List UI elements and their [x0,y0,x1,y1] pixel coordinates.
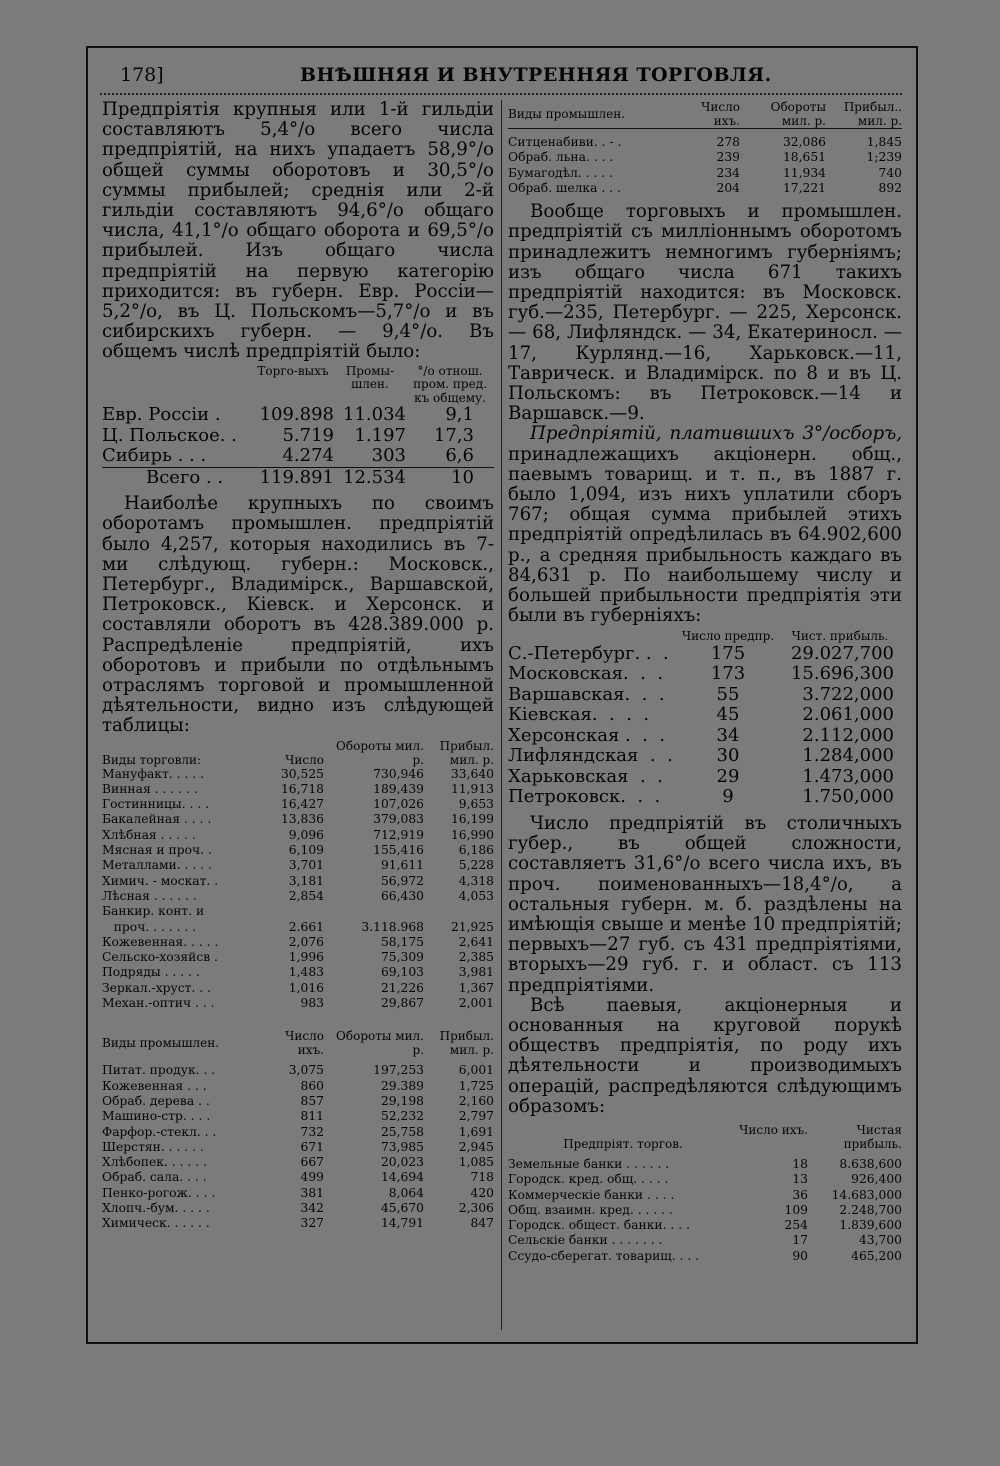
table-row [102,1094,494,1109]
row-label: Лѣсная . . . . . . [102,888,197,903]
cell: 860 [300,1078,324,1093]
cell: 4,318 [458,873,494,888]
table-row [102,950,494,965]
row-label: С.-Петербург. . . [508,642,669,664]
cell: 55 [716,683,740,705]
cell: 52,232 [380,1109,424,1124]
cell: 107,026 [373,797,424,812]
header-cell: Обороты мил. р. [336,738,424,767]
row-label: Обраб. сала. . . . [102,1170,207,1185]
cell: 730,946 [373,766,424,781]
header-cell: Чистая прибыль. [843,1123,902,1151]
guild-table [102,365,494,489]
cell: 11,913 [450,781,494,796]
row-label: Механ.-оптич . . . [102,996,215,1011]
cell: 234 [716,165,740,180]
row-label: Хлѣбопек. . . . . . [102,1155,207,1170]
cell: 3,981 [458,965,494,980]
cell: 173 [710,663,746,685]
cell: 13 [792,1172,808,1187]
cell: 667 [300,1155,324,1170]
table-row [508,1172,902,1187]
header-cell: Число [285,752,324,767]
cell: 43,700 [858,1233,902,1248]
row-label: Хлѣбная . . . . . [102,827,196,842]
row-label: Евр. Россіи . [102,404,221,426]
cell: 1,483 [288,965,324,980]
row-label: Городск. кред. общ. . . . . [508,1172,669,1187]
cell: 6,001 [458,1063,494,1078]
cell: 14,791 [380,1216,424,1231]
cell: 278 [716,135,740,149]
cell: 109 [784,1202,808,1217]
cell: 1,016 [288,980,324,995]
cell: 2,001 [458,996,494,1011]
cell: 69,103 [380,965,424,980]
table-row [508,135,902,150]
cell: 2,945 [458,1139,494,1154]
cell: 1,085 [458,1155,494,1170]
cell: 36 [792,1187,808,1202]
cell: 8,064 [388,1185,424,1200]
cell: 811 [300,1109,324,1124]
paragraph: Предпріятія крупныя или 1-й гильдіи составляютъ 5,4°/о всего числа предпріятій, на нихъ упадаетъ 58,9°/о общей суммы оборотовъ и 30,5°/о суммы прибылей; среднія или 2-й гильдіи составляютъ 94,6°/о общаго числа, 41,1°/о общаго оборота и 69,5°/о прибылей. Изъ общаго числа предпріятій на первую категорію приходится: въ губерн. Евр. Россіи—5,2°/о, въ Ц. Польскомъ—5,7°/о и въ сибирскихъ губерн. — 9,4°/о. Въ общемъ числѣ предпріятій было: [102,99,494,363]
cell: 5.719 [282,424,334,446]
table-row [102,843,494,858]
cell: 30 [716,745,740,767]
cell: 671 [300,1139,324,1154]
row-label: Кожевенная. . . . . [102,934,219,949]
row-label: Металлами. . . . . [102,858,212,873]
header-cell: Число предпр. [681,629,775,644]
header-cell: Число ихъ. [285,1029,324,1058]
cell: 3,075 [288,1063,324,1078]
table-row [102,1170,494,1185]
header-cell: Виды промышлен. [508,107,626,121]
row-label: Бумагодѣл. . . . . [508,165,613,180]
row-label: Обраб. шелка . . . [508,180,621,195]
table-row [102,996,494,1011]
cell: 17,221 [782,180,826,195]
cell: 204 [716,180,740,195]
cell: 718 [470,1170,494,1185]
table-row [102,1201,494,1216]
cell: 2,854 [288,888,324,903]
cell: 13,836 [280,812,324,827]
cell: 58,175 [380,934,424,949]
row-label: Питат. продук. . . [102,1063,216,1078]
row-label: Ссудо-сберегат. товарищ. . . . [508,1248,700,1263]
paragraph: Число предпріятій въ столичныхъ губер., въ общей сложности, составляетъ 31,6°/о всего числа ихъ, въ проч. поименованныхъ—18,4°/о, а остальныя губерн. м. б. раздѣлены на имѣющія свыше и менѣе 10 предпріятій; первыхъ—27 губ. съ 431 предпріятіями, вторыхъ—29 губ. г. и област. съ 113 предпріятіями. [508,812,902,996]
cell: 16,718 [280,781,324,796]
row-label: Хлопч.-бум. . . . . [102,1201,210,1215]
paragraph: Наиболѣе крупныхъ по своимъ оборотамъ промышлен. предпріятій было 4,257, которыя находились въ 7-ми слѣдующ. губерн.: Московск., Петербург., Владимірск., Варшавской, Петроковск., Кіевск. и Херсонск. и составляли оборотъ въ 428.389.000 р. Распредѣленіе предпріятій, ихъ оборотовъ и прибыли по отдѣльнымъ отраслямъ торговой и промышленной дѣятельности, видно изъ слѣдующей таблицы: [102,493,494,737]
row-label: Городск. общест. банки. . . . [508,1218,690,1233]
cell: 10 [406,467,494,488]
header-cell: Обороты мил. р. [770,100,826,128]
table-row [102,446,494,467]
cell: 254 [784,1218,808,1233]
header-cell: Торго-выхъ [257,363,329,378]
cell: 3,701 [288,858,324,873]
row-label: Сибирь . . . [102,445,207,467]
row-label: Пенко-рогож. . . . [102,1185,216,1200]
header-cell [102,365,252,406]
header-cell: Число ихъ. [739,1123,808,1137]
cell: 1,725 [458,1078,494,1093]
row-label: Всего . . [102,467,252,488]
cell: 2,385 [458,950,494,965]
cell: 379,083 [373,812,424,827]
cell: 2.061,000 [802,704,894,726]
cell [424,904,494,919]
total-row [102,467,494,488]
cell: 14.683,000 [831,1187,902,1202]
province-table [508,630,902,808]
table-row [102,858,494,873]
table-row [508,746,902,767]
cell: 1,691 [458,1124,494,1139]
table-row [508,166,902,181]
cell: 90 [792,1248,808,1263]
row-label: Московская. . . [508,663,664,685]
running-title: ВНѢШНЯЯ И ВНУТРЕННЯЯ ТОРГОВЛЯ. [300,64,772,86]
table-row [508,1188,902,1203]
cell: 926,400 [851,1172,902,1187]
right-column [508,100,902,1264]
row-label: Химическ. . . . . . [102,1216,210,1231]
cell: 33,640 [450,766,494,781]
cell: 712,919 [373,827,424,842]
cell: 56,972 [380,873,424,888]
cell: 21,925 [450,919,494,934]
industry-table [102,1029,494,1231]
row-label: Винная . . . . . . [102,781,198,796]
row-label: Харьковская . . [508,765,663,787]
table-row [102,1063,494,1078]
table-row [508,705,902,726]
cell: 2,797 [458,1109,494,1124]
header-cell: Прибыл. мил. р. [439,738,494,767]
table-row [508,1249,902,1264]
cell: 15.696,300 [790,663,894,685]
cell: 18,651 [782,150,826,165]
row-label: проч. . . . . . . [102,919,197,934]
table-row [508,1233,902,1248]
cell: 1;239 [866,150,902,165]
row-label: Сельскіе банки . . . . . . . [508,1233,663,1248]
table-row [508,767,902,788]
table-row [102,1109,494,1124]
row-label: Кіевская. . . . [508,704,650,726]
table-row [102,1079,494,1094]
cell: 17,3 [433,424,474,446]
cell: 73,985 [380,1139,424,1154]
paragraph: Всѣ паевыя, акціонерныя и основанныя на круговой порукѣ обществъ предпріятія, по роду ихъ дѣятельности и производимыхъ операцій, распредѣляются слѣдующимъ образомъ: [508,994,902,1117]
cell: 9,653 [458,797,494,812]
table-row [102,797,494,812]
cell: 327 [300,1216,324,1231]
cell: 2.661 [288,919,324,934]
table-row [102,1125,494,1140]
cell: 17 [792,1233,808,1248]
cell: 29,198 [380,1093,424,1108]
cell: 3.118.968 [361,919,424,934]
cell: 239 [716,150,740,165]
cell: 29.027,700 [790,642,894,664]
header-rule [100,93,902,95]
cell: 189,439 [373,781,424,796]
table-row [508,787,902,808]
cell: 155,416 [373,843,424,858]
cell: 20,023 [380,1155,424,1170]
societies-table [508,1123,902,1264]
table-row [102,405,494,426]
cell: 25,758 [380,1124,424,1139]
table-row [508,1157,902,1172]
cell: 11,934 [782,165,826,180]
table-row [102,889,494,904]
cell: 847 [470,1216,494,1231]
paragraph: Вообще торговыхъ и промышлен. предпріятій съ милліоннымъ оборотомъ принадлежитъ немногимъ губерніямъ; изъ общаго числа 671 такихъ предпріятій находится: въ Московск. губ.—235, Петербург. — 225, Херсонск. — 68, Лифляндск. — 34, Екатериносл. — 17, Курлянд.—16, Харьковск.—11, Таврическ. и Владимірск. по 8 и въ Ц. Польскомъ: въ Петроковск.—14 и Варшавск.—9. [508,201,902,425]
cell: 45,670 [380,1201,424,1215]
header-cell: Предпріят. торгов. [563,1137,683,1151]
row-label: Мануфакт. . . . . [102,766,204,781]
table-row [102,812,494,827]
table-row [508,181,902,196]
table-row [102,1216,494,1231]
row-label: Сельско-хозяйсв . [102,950,218,965]
cell: 1,367 [458,980,494,995]
italic-lead: Предпріятій, платившихъ 3°/осборъ, [530,423,902,445]
table-row [102,426,494,447]
cell [262,904,324,919]
cell: 6,109 [288,843,324,858]
cell: 499 [300,1170,324,1185]
cell: 381 [300,1185,324,1200]
cell: 119.891 [252,467,334,488]
table-row [102,1186,494,1201]
row-label: Обраб. дерева . . [102,1093,210,1108]
cell: 2,160 [458,1093,494,1108]
row-label: Кожевенная . . . [102,1078,207,1093]
cell: 2.248,700 [839,1202,902,1217]
cell: 16,990 [450,827,494,842]
cell: 14,694 [380,1170,424,1185]
row-label: Шерстян. . . . . . [102,1139,204,1154]
table-row [102,965,494,980]
table-row [102,1140,494,1155]
cell: 983 [300,996,324,1011]
cell: 29.389 [380,1078,424,1093]
cell: 8.638,600 [839,1157,902,1171]
row-label: Фарфор.-стекл. . . [102,1124,217,1139]
row-label: Бакалейная . . . . [102,812,212,827]
cell: 4,053 [458,888,494,903]
table-row [102,767,494,782]
cell: 4.274 [282,445,334,467]
cell: 21,226 [380,980,424,995]
page-number: 178] [120,64,164,86]
cell: 16,427 [280,797,324,812]
header-cell: Чист. прибыль. [791,629,889,644]
row-label: Банкир. конт. и [102,904,205,919]
row-label: Ц. Польское. . [102,424,237,446]
cell: 1.750,000 [802,786,894,808]
cell: 303 [371,445,406,467]
cell: 9 [722,786,734,808]
cell: 91,611 [380,858,424,873]
header-cell: Виды промышлен. [102,1036,220,1051]
row-label: Земельные банки . . . . . . [508,1157,670,1171]
header-cell: Прибыл.. мил. р. [843,100,902,128]
cell: 3,181 [288,873,324,888]
row-label: Ситценабиви. . - . [508,135,622,149]
row-label: Мясная и проч. . [102,843,212,858]
cell: 66,430 [380,888,424,903]
table-row [508,664,902,685]
table-row [102,981,494,996]
header-cell [508,630,678,644]
cell: 9,1 [445,404,474,426]
cell: 29,867 [380,996,424,1011]
cell: 175 [710,642,746,664]
cell: 2,076 [288,934,324,949]
row-label: Подряды . . . . . [102,965,200,980]
row-label: Общ. взаимн. кред. . . . . . [508,1202,673,1217]
cell: 30,525 [280,766,324,781]
row-label: Петроковск. . . [508,786,661,808]
left-column [102,100,494,1232]
cell: 9,096 [288,827,324,842]
row-label: Машино-стр. . . . [102,1109,211,1124]
cell: 1.473,000 [802,765,894,787]
cell: 1,996 [288,950,324,965]
table-row [102,935,494,950]
row-label: Зеркал.-хруст. . . [102,980,211,995]
cell: 740 [878,165,902,180]
cell [324,904,424,919]
cell: 1.839,600 [839,1218,902,1233]
cell: 342 [300,1201,324,1215]
row-label: Обраб. льна. . . . [508,150,614,165]
row-label: Херсонская . . . [508,724,666,746]
cell: 1,845 [866,135,902,149]
header-cell: Обороты мил. р. [336,1029,424,1058]
header-cell: Число ихъ. [701,100,740,128]
table-row [102,828,494,843]
table-row [508,150,902,165]
row-label: Лифляндская . . [508,745,673,767]
trade-rows [102,767,494,1012]
table-row [508,1218,902,1233]
row-label: Химич. - москат. . [102,873,219,888]
header-cell: Виды торговли: [102,752,202,767]
cell: 45 [716,704,740,726]
cell: 2,641 [458,934,494,949]
cell: 892 [878,180,902,195]
cell: 465,200 [851,1248,902,1263]
cell: 12.534 [334,467,406,488]
cell: 5,228 [458,858,494,873]
table-row [508,685,902,706]
cell: 420 [470,1185,494,1200]
cell: 2.112,000 [802,724,894,746]
cell: 18 [792,1157,808,1171]
industry-table-continued [508,100,902,196]
cell: 75,309 [380,950,424,965]
cell: 857 [300,1093,324,1108]
cell: 1.197 [354,424,406,446]
table-row [102,782,494,797]
row-label: Коммерческіе банки . . . . [508,1187,675,1202]
table-row [102,904,494,919]
paragraph: принадлежащихъ акціонерн. общ., паевымъ товарищ. и т. п., въ 1887 г. было 1,094, изъ нихъ уплатили сборъ 767; общая сумма прибылей этихъ предпріятій опредѣлилась въ 64.902,600 р., а средняя прибыльность каждаго въ 84,631 р. По наибольшему числу и большей прибыльности предпріятія эти были въ губерніяхъ: [508,443,902,627]
cell: 29 [716,765,740,787]
cell: 32,086 [782,135,826,149]
cell: 6,6 [445,445,474,467]
cell: 732 [300,1124,324,1139]
cell: 6,186 [458,843,494,858]
table-row [102,920,494,935]
table-row [102,1155,494,1170]
cell: 1.284,000 [802,745,894,767]
cell: 11.034 [343,404,406,426]
cell: 34 [716,724,740,746]
table-row [508,726,902,747]
cell: 2,306 [458,1201,494,1215]
table-row [508,644,902,665]
header-cell: °/о отнош. пром. пред. къ общему. [413,363,487,405]
table-row [508,1203,902,1218]
header-cell: Промы-шлен. [345,363,395,392]
header-cell: Прибыл. мил. р. [439,1029,494,1058]
column-divider [501,100,502,1330]
cell: 197,253 [373,1063,424,1078]
cell: 109.898 [259,404,334,426]
row-label: Гостинницы. . . . [102,797,210,812]
trade-table [102,739,494,1012]
table-row [102,874,494,889]
cell: 16,199 [450,812,494,827]
cell: 3.722,000 [802,683,894,705]
row-label: Варшавская. . . [508,683,665,705]
